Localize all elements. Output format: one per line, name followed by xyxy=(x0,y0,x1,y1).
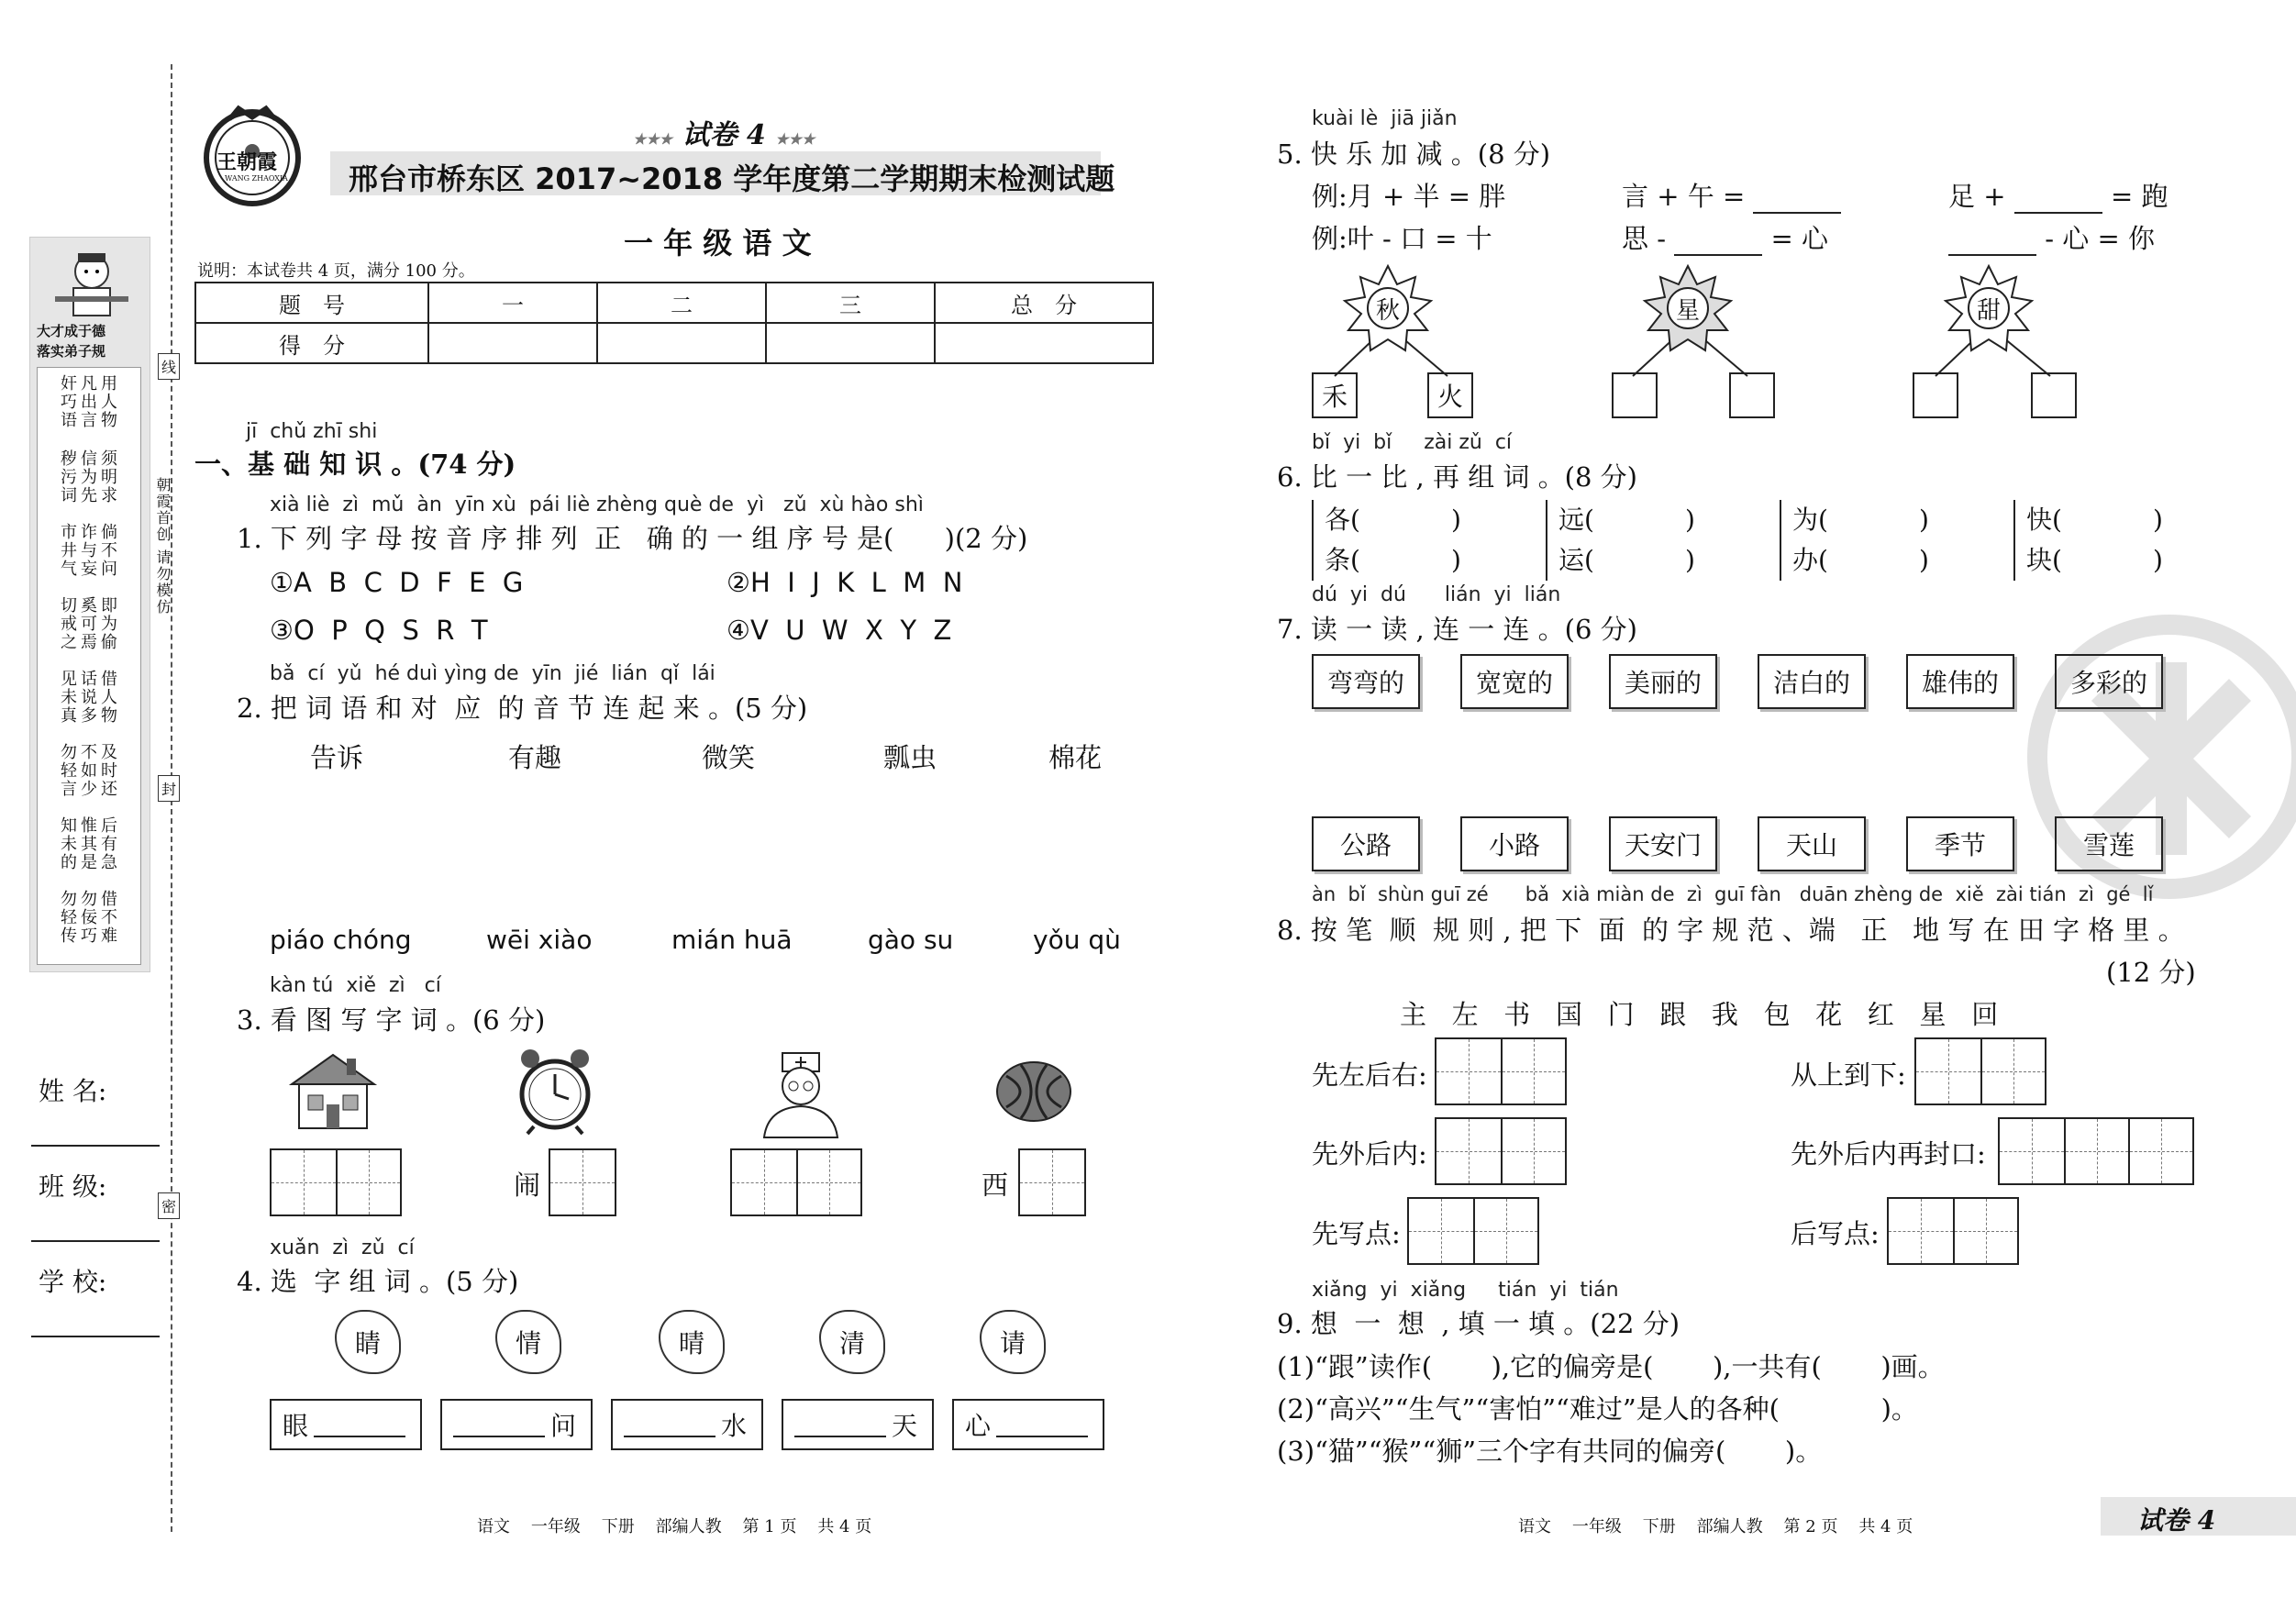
flower-char-4: 清 xyxy=(819,1310,885,1374)
rule-dot-last: 后写点: xyxy=(1791,1218,1880,1249)
q5-example-2: 例:叶 - 口 = 十 xyxy=(1312,223,1492,254)
rule-dot-first: 先写点: xyxy=(1312,1218,1401,1249)
exam-subtitle: 一 年 级 语 文 xyxy=(624,226,812,261)
q6-group-1: 各( ) 条( ) xyxy=(1312,500,1461,581)
blank-line[interactable] xyxy=(996,1412,1088,1437)
q2-pinyin: bǎ cí yǔ hé duì yìng de yīn jié lián qǐ lái xyxy=(270,662,715,685)
answer-paren[interactable]: ) xyxy=(2153,545,2163,575)
series-badge xyxy=(633,112,815,152)
answer-blank[interactable] xyxy=(1753,188,1841,214)
q4-word-box-1[interactable]: 眼 xyxy=(270,1399,422,1450)
q3-grid-clock[interactable] xyxy=(549,1148,616,1216)
score-cell[interactable] xyxy=(428,323,597,363)
q6-group-2: 远( ) 运( ) xyxy=(1546,500,1695,581)
q4-word-box-3[interactable]: 水 xyxy=(611,1399,763,1450)
answer-blank[interactable] xyxy=(1948,230,2036,256)
grid-outside-inside[interactable] xyxy=(1435,1117,1567,1185)
q3-text: 3. 看 图 写 字 词 。(6 分) xyxy=(237,1004,546,1036)
grid-outside-inside-close[interactable] xyxy=(1998,1117,2194,1185)
q1-option-3: ③O P Q S R T xyxy=(270,615,488,646)
right-footer: 语文 一年级 下册 部编人教 第 2 页 共 4 页 xyxy=(1518,1517,1913,1536)
section1-pinyin: jī chǔ zhī shi xyxy=(246,420,378,443)
sun2-box-right[interactable] xyxy=(1729,372,1775,418)
q3-grid-house[interactable] xyxy=(270,1148,402,1216)
q2-pinyin-4: gào su xyxy=(868,925,954,955)
proverb-col-7: 后有急 惟其是 知未的 xyxy=(58,816,117,871)
q2-pinyin-2: wēi xiào xyxy=(486,925,593,955)
grid-dot-last[interactable] xyxy=(1887,1197,2019,1265)
sun2-box-left[interactable] xyxy=(1612,372,1658,418)
copyright-side-note: 朝霞首创 请勿模仿 xyxy=(154,477,172,616)
q7-bottom-word-2[interactable]: 小路 xyxy=(1460,816,1569,871)
section1-heading: 一、基 础 知 识 。(74 分) xyxy=(194,449,516,480)
q4-text: 4. 选 字 组 词 。(5 分) xyxy=(237,1266,519,1297)
q7-top-word-5[interactable]: 雄伟的 xyxy=(1906,654,2014,709)
score-cell[interactable] xyxy=(766,323,935,363)
answer-paren[interactable]: ) xyxy=(1451,505,1461,535)
rule-left-right: 先左后右: xyxy=(1312,1059,1427,1091)
q5-item-a1: 言 + 午 = xyxy=(1622,176,1841,214)
q9-line-2[interactable]: (2)“高兴”“生气”“害怕”“难过”是人的各种( )。 xyxy=(1277,1393,1918,1425)
score-table xyxy=(194,282,1154,364)
score-cell[interactable] xyxy=(935,323,1153,363)
grid-left-right[interactable] xyxy=(1435,1037,1567,1105)
rule-outside-inside-close: 先外后内再封口: xyxy=(1791,1138,1986,1170)
doctor-image xyxy=(757,1048,844,1143)
q2-word-3: 微笑 xyxy=(702,742,756,773)
q6-group-4: 快( ) 块( ) xyxy=(2013,500,2163,581)
cut-mark-feng: 封 xyxy=(158,775,180,802)
q1-pinyin: xià liè zì mǔ àn yīn xù pái liè zhèng què de yì zǔ xù hào shì xyxy=(270,494,924,516)
q7-text: 7. 读 一 读 , 连 一 连 。(6 分) xyxy=(1277,614,1637,645)
left-footer: 语文 一年级 下册 部编人教 第 1 页 共 4 页 xyxy=(477,1517,872,1536)
score-header-cell: 二 xyxy=(597,283,766,323)
proverb-col-1: 用人物 凡出言 奸巧语 xyxy=(58,374,117,429)
q9-pinyin: xiǎng yi xiǎng tián yi tián xyxy=(1312,1279,1619,1302)
q3-pinyin: kàn tú xiě zì cí xyxy=(270,974,441,997)
q4-pinyin: xuǎn zì zǔ cí xyxy=(270,1237,415,1259)
star-icons-right: ★★★ xyxy=(775,130,815,148)
q5-item-a2: 足 + = 跑 xyxy=(1948,181,2168,212)
q6-text: 6. 比 一 比 , 再 组 词 。(8 分) xyxy=(1277,461,1637,493)
flower-char-3: 晴 xyxy=(659,1310,725,1374)
q2-word-1: 告诉 xyxy=(310,742,364,773)
grid-top-bottom[interactable] xyxy=(1914,1037,2046,1105)
q4-word-box-2[interactable]: 问 xyxy=(440,1399,593,1450)
q6-pinyin: bǐ yi bǐ zài zǔ cí xyxy=(1312,431,1513,454)
q3-grid-watermelon[interactable] xyxy=(1018,1148,1086,1216)
rule-top-bottom: 从上到下: xyxy=(1791,1059,1906,1091)
score-cell[interactable] xyxy=(597,323,766,363)
sun3-box-left[interactable] xyxy=(1913,372,1958,418)
exam-title: 邢台市桥东区 2017~2018 学年度第二学期期末检测试题 xyxy=(349,161,1115,196)
q7-bottom-word-6[interactable]: 雪莲 xyxy=(2055,816,2163,871)
cut-mark-mi: 密 xyxy=(158,1192,180,1219)
rule-outside-inside: 先外后内: xyxy=(1312,1138,1427,1170)
proverb-col-3: 倘不问 诈与妄 市井气 xyxy=(58,523,117,578)
watermelon-image xyxy=(995,1059,1073,1127)
q2-word-5: 棉花 xyxy=(1048,742,1103,773)
score-header-cell: 总 分 xyxy=(935,283,1153,323)
q8-pinyin: àn bǐ shùn guī zé bǎ xià miàn de zì guī fàn duān zhèng de xiě zài tián zì gé lǐ xyxy=(1312,883,2154,905)
corner-series-label: 试卷 4 xyxy=(2137,1505,2216,1536)
cut-mark-xian: 线 xyxy=(158,353,180,380)
q1-option-4: ④V U W X Y Z xyxy=(727,615,952,646)
q5-example-1: 例:月 + 半 = 胖 xyxy=(1312,181,1506,212)
sun-char-3: 甜 xyxy=(1977,297,2002,325)
blank-line[interactable] xyxy=(453,1412,545,1437)
grid-dot-first[interactable] xyxy=(1407,1197,1539,1265)
q9-text: 9. 想 一 想 , 填 一 填 。(22 分) xyxy=(1277,1308,1680,1339)
score-header-cell: 一 xyxy=(428,283,597,323)
q2-text: 2. 把 词 语 和 对 应 的 音 节 连 起 来 。(5 分) xyxy=(237,693,808,724)
q7-top-word-4[interactable]: 洁白的 xyxy=(1758,654,1866,709)
blank-line[interactable] xyxy=(314,1412,405,1437)
motto-line-2: 落实弟子规 xyxy=(37,343,106,360)
name-field[interactable] xyxy=(31,1145,160,1147)
q3-grid-doctor[interactable] xyxy=(730,1148,862,1216)
q2-pinyin-1: piáo chóng xyxy=(270,925,412,955)
class-label: 班 级: xyxy=(39,1171,107,1202)
q7-pinyin: dú yi dú lián yi lián xyxy=(1312,583,1561,606)
logo-name: 王朝霞 xyxy=(216,150,278,174)
school-field[interactable] xyxy=(31,1336,160,1337)
logo-subtext: WANG ZHAOXIA xyxy=(225,174,288,183)
sun1-box-left: 禾 xyxy=(1312,372,1358,418)
alarm-clock-image xyxy=(514,1044,596,1139)
answer-paren[interactable]: ) xyxy=(1685,505,1695,535)
q7-top-word-3[interactable]: 美丽的 xyxy=(1609,654,1717,709)
proverb-col-6: 及时还 不如少 勿轻言 xyxy=(58,743,117,798)
series-label: 试卷 4 xyxy=(682,119,766,151)
q3-label-xi: 西 xyxy=(982,1170,1009,1201)
exam-note: 说明：本试卷共 4 页，满分 100 分。 xyxy=(197,261,475,281)
sun-char-2: 星 xyxy=(1676,297,1701,325)
q1-option-2: ②H I J K L M N xyxy=(727,567,963,598)
cartoon-boy-image xyxy=(50,246,133,319)
answer-paren[interactable]: ) xyxy=(2153,505,2163,535)
q1-text: 1. 下 列 字 母 按 音 序 排 列 正 确 的 一 组 序 号 是( )(2 分) xyxy=(237,523,1028,554)
proverb-col-4: 即为偷 奚可焉 切戒之 xyxy=(58,596,117,651)
sun1-box-right: 火 xyxy=(1427,372,1473,418)
class-field[interactable] xyxy=(31,1240,160,1242)
sun3-box-right[interactable] xyxy=(2031,372,2077,418)
q2-pinyin-5: yǒu qù xyxy=(1033,925,1121,955)
q3-label-nao: 闹 xyxy=(514,1170,541,1201)
q7-bottom-word-1[interactable]: 公路 xyxy=(1312,816,1420,871)
star-icons-left: ★★★ xyxy=(633,130,673,148)
q4-word-box-5[interactable]: 心 xyxy=(952,1399,1104,1450)
house-image xyxy=(283,1048,383,1138)
proverb-col-2: 须明求 信为先 秽污词 xyxy=(58,449,117,505)
q7-top-word-2[interactable]: 宽宽的 xyxy=(1460,654,1569,709)
proverb-col-5: 借人物 话说多 见未真 xyxy=(58,670,117,725)
q2-word-2: 有趣 xyxy=(508,742,562,773)
q8-char-list: 主 左 书 国 门 跟 我 包 花 红 星 回 xyxy=(1400,999,1999,1030)
answer-paren[interactable]: ) xyxy=(1919,505,1929,535)
q9-line-1[interactable]: (1)“跟”读作( ),它的偏旁是( ),一共有( )画。 xyxy=(1277,1351,1945,1382)
answer-blank[interactable] xyxy=(2014,188,2102,214)
q5-item-b1: 思 - = 心 xyxy=(1622,223,1828,254)
answer-paren[interactable]: ) xyxy=(1685,545,1695,575)
q7-bottom-word-3[interactable]: 天安门 xyxy=(1609,816,1717,871)
flower-char-5: 请 xyxy=(980,1310,1046,1374)
q5-text: 5. 快 乐 加 减 。(8 分) xyxy=(1277,139,1551,170)
sun-char-1: 秋 xyxy=(1376,297,1401,325)
name-label: 姓 名: xyxy=(39,1076,107,1106)
answer-paren[interactable]: ) xyxy=(1919,545,1929,575)
q5-item-b2: - 心 = 你 xyxy=(1948,218,2155,256)
q8-score: (12 分) xyxy=(2106,957,2196,988)
flower-char-2: 情 xyxy=(495,1310,561,1374)
answer-paren[interactable]: ) xyxy=(1451,545,1461,575)
q7-top-word-1[interactable]: 弯弯的 xyxy=(1312,654,1420,709)
q5-sun-diagram xyxy=(1303,257,2128,422)
proverb-col-8: 借不难 勿佞巧 勿轻传 xyxy=(58,890,117,945)
q7-bottom-word-5[interactable]: 季节 xyxy=(1906,816,2014,871)
q7-bottom-word-4[interactable]: 天山 xyxy=(1758,816,1866,871)
q4-word-box-4[interactable]: 天 xyxy=(782,1399,934,1450)
school-label: 学 校: xyxy=(39,1267,107,1297)
flower-char-1: 睛 xyxy=(335,1310,401,1374)
blank-line[interactable] xyxy=(624,1412,715,1437)
q6-group-3: 为( ) 办( ) xyxy=(1780,500,1929,581)
motto-line-1: 大才成于德 xyxy=(37,323,106,339)
q8-text: 8. 按 笔 顺 规 则 , 把 下 面 的 字 规 范 、端 正 地 写 在 田 字 格 里 。 xyxy=(1277,915,2185,946)
q1-option-1: ①A B C D F E G xyxy=(270,567,524,598)
q7-top-word-6[interactable]: 多彩的 xyxy=(2055,654,2163,709)
q9-line-3[interactable]: (3)“猫”“猴”“狮”三个字有共同的偏旁( )。 xyxy=(1277,1436,1823,1467)
q5-pinyin: kuài lè jiā jiǎn xyxy=(1312,107,1458,130)
score-header-cell: 题 号 xyxy=(195,283,428,323)
score-row-label: 得 分 xyxy=(195,323,428,363)
blank-line[interactable] xyxy=(794,1412,886,1437)
q2-pinyin-3: mián huā xyxy=(671,925,793,955)
answer-blank[interactable] xyxy=(1674,230,1762,256)
score-header-cell: 三 xyxy=(766,283,935,323)
q2-word-4: 瓢虫 xyxy=(883,742,937,773)
